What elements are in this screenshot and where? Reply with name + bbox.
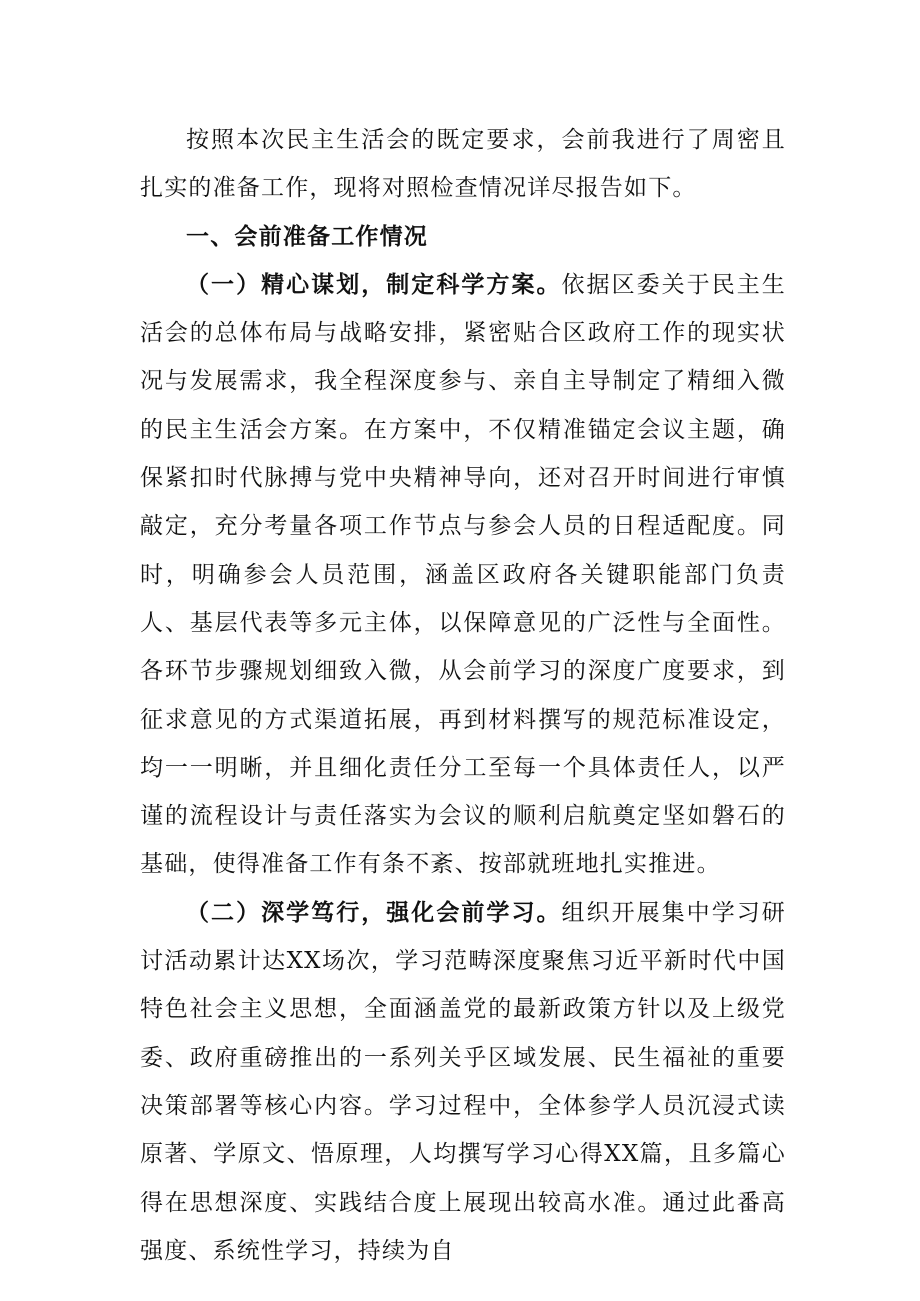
item-paragraph-1 <box>140 261 786 889</box>
intro-paragraph: 按照本次民主生活会的既定要求，会前我进行了周密且扎实的准备工作，现将对照检查情况详尽报告如下。 <box>140 127 786 202</box>
section-heading: 一、会前准备工作情况 <box>186 222 428 250</box>
item-lead-2: （二）深学笃行，强化会前学习。 <box>186 898 562 926</box>
item-paragraph-2 <box>140 889 786 1275</box>
item-body-1: 依据区委关于民主生活会的总体布局与战略安排，紧密贴合区政府工作的现实状况与发展需求，我全程深度参与、亲自主导制定了精细入微的民主生活会方案。在方案中，不仅精准锚定会议主题，确保紧扣时代脉搏与党中央精神导向，还对召开时间进行审慎敲定，充分考量各项工作节点与参会人员的日程适配度。同时，明确参会人员范围，涵盖区政府各关键职能部门负责人、基层代表等多元主体，以保障意见的广泛性与全面性。各环节步骤规划细致入微，从会前学习的深度广度要求，到征求意见的方式渠道拓展，再到材料撰写的规范标准设定，均一一明晰，并且细化责任分工至每一个具体责任人，以严谨的流程设计与责任落实为会议的顺利启航奠定坚如磐石的基础，使得准备工作有条不紊、按部就班地扎实推进。 <box>140 271 786 878</box>
item-lead-1: （一）精心谋划，制定科学方案。 <box>186 270 562 298</box>
item-body-2: 组织开展集中学习研讨活动累计达XX场次，学习范畴深度聚焦习近平新时代中国特色社会主义思想，全面涵盖党的最新政策方针以及上级党委、政府重磅推出的一系列关乎区域发展、民生福祉的重要决策部署等核心内容。学习过程中，全体参学人员沉浸式读原著、学原文、悟原理，人均撰写学习心得XX篇，且多篇心得在思想深度、实践结合度上展现出较高水准。通过此番高强度、系统性学习，持续为自 <box>140 899 786 1264</box>
